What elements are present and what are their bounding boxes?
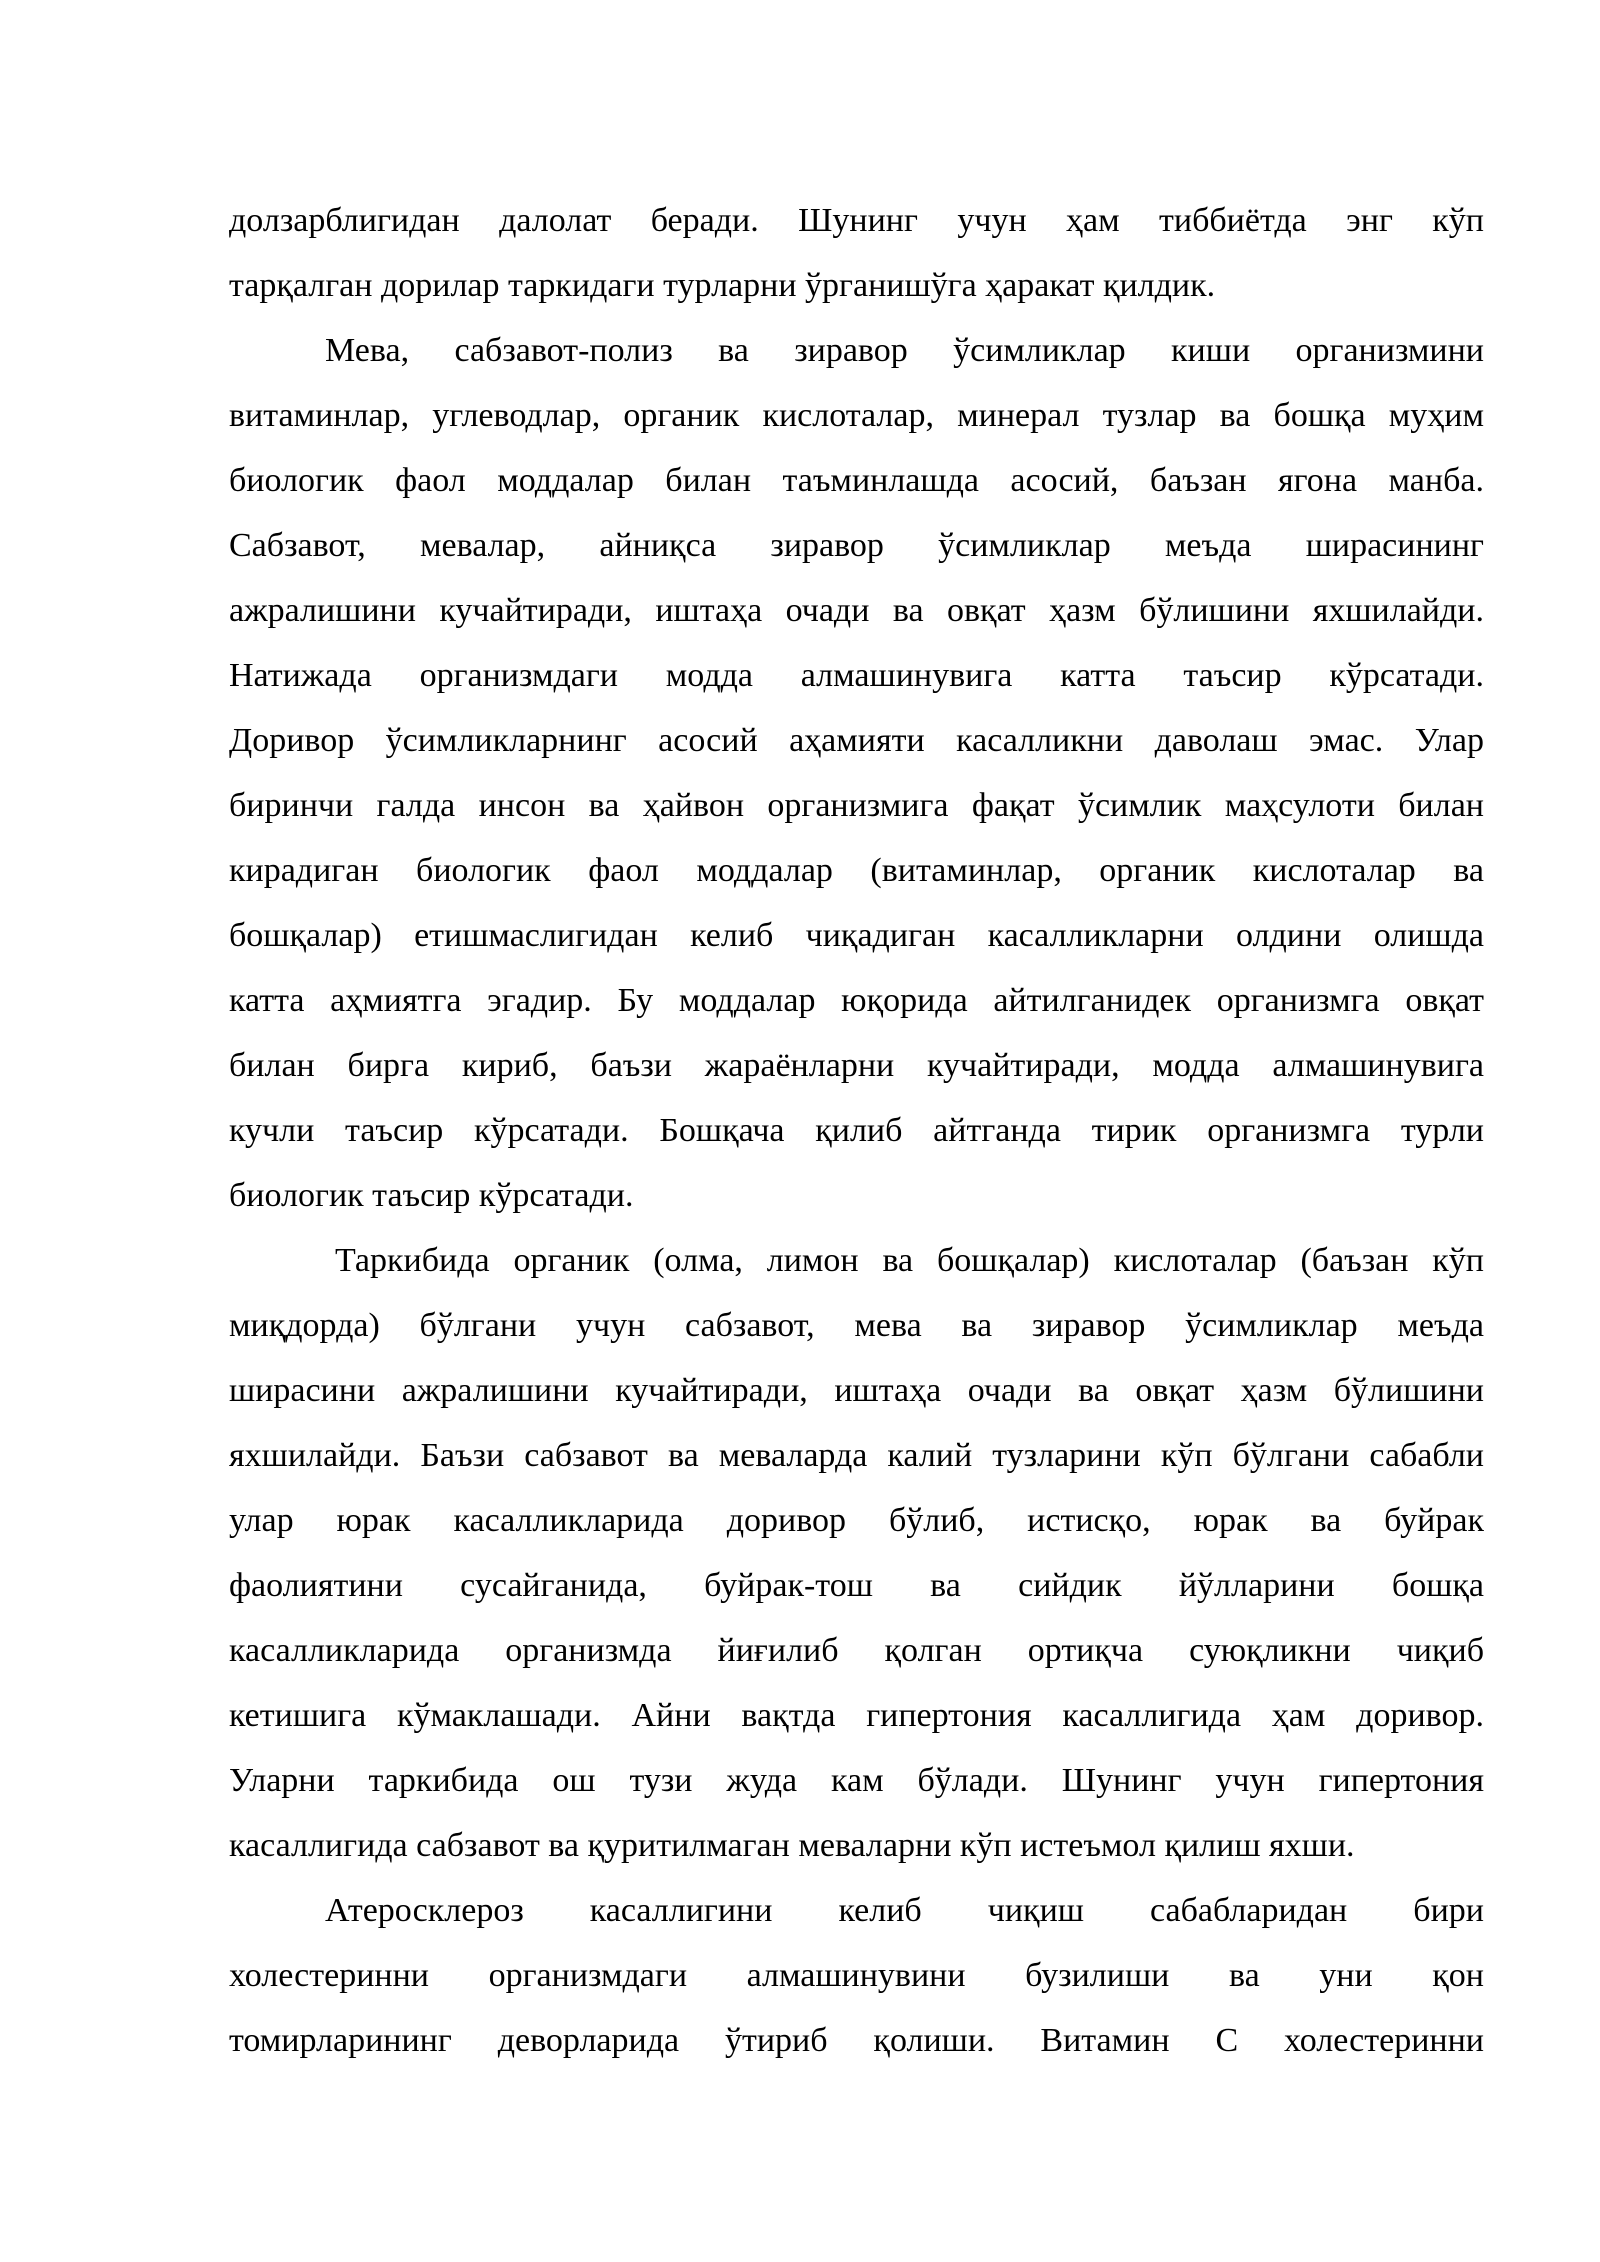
text-line: томирларининг деворларида ўтириб қолиши. Витамин С холестеринни (229, 2022, 1484, 2059)
text-line: билан бирга кириб, баъзи жараёнларни кучайтиради, модда алмашинувига (229, 1047, 1484, 1084)
text-line: Натижада организмдаги модда алмашинувига катта таъсир кўрсатади. (229, 657, 1484, 694)
text-line: улар юрак касалликларида доривор бўлиб, истисқо, юрак ва буйрак (229, 1502, 1484, 1539)
text-line: Уларни таркибида ош тузи жуда кам бўлади. Шунинг учун гипертония (229, 1762, 1484, 1799)
text-line: ширасини ажралишини кучайтиради, иштаҳа очади ва овқат ҳазм бўлишини (229, 1372, 1484, 1409)
paragraph-p1 (229, 188, 1484, 318)
text-line: Таркибида органик (олма, лимон ва бошқалар) кислоталар (баъзан кўп (335, 1242, 1484, 1279)
text-line: тарқалган дорилар таркидаги турларни ўрганишўга ҳаракат қилдик. (229, 267, 1216, 304)
text-line: холестеринни организмдаги алмашинувини бузилиши ва уни қон (229, 1957, 1484, 1994)
text-line: бошқалар) етишмаслигидан келиб чиқадиган касалликларни олдини олишда (229, 917, 1484, 954)
text-line: биологик таъсир кўрсатади. (229, 1177, 634, 1214)
text-line: кирадиган биологик фаол моддалар (витаминлар, органик кислоталар ва (229, 852, 1484, 889)
text-line: Сабзавот, мевалар, айниқса зиравор ўсимликлар меъда ширасининг (229, 527, 1484, 564)
text-line: кучли таъсир кўрсатади. Бошқача қилиб айтганда тирик организмга турли (229, 1112, 1484, 1149)
text-line: Мева, сабзавот-полиз ва зиравор ўсимликлар киши организмини (325, 332, 1484, 369)
body-text (229, 188, 1484, 2073)
text-line: ажралишини кучайтиради, иштаҳа очади ва овқат ҳазм бўлишини яхшилайди. (229, 592, 1484, 629)
text-line: фаолиятини сусайганида, буйрак-тош ва сийдик йўлларини бошқа (229, 1567, 1484, 1604)
text-line: касалликларида организмда йиғилиб қолган ортиқча суюқликни чиқиб (229, 1632, 1484, 1669)
paragraph-p4 (229, 1878, 1484, 2073)
text-line: биринчи галда инсон ва ҳайвон организмига фақат ўсимлик маҳсулоти билан (229, 787, 1484, 824)
text-line: яхшилайди. Баъзи сабзавот ва меваларда калий тузларини кўп бўлгани сабабли (229, 1437, 1484, 1474)
text-line: долзарблигидан далолат беради. Шунинг учун ҳам тиббиётда энг кўп (229, 202, 1484, 239)
paragraph-p3 (229, 1228, 1484, 1878)
text-line: биологик фаол моддалар билан таъминлашда асосий, баъзан ягона манба. (229, 462, 1484, 499)
text-line: катта аҳмиятга эгадир. Бу моддалар юқорида айтилганидек организмга овқат (229, 982, 1484, 1019)
text-line: Атеросклероз касаллигини келиб чиқиш сабабларидан бири (325, 1892, 1484, 1929)
text-line: Доривор ўсимликларнинг асосий аҳамияти касалликни даволаш эмас. Улар (229, 722, 1484, 759)
text-line: миқдорда) бўлгани учун сабзавот, мева ва зиравор ўсимликлар меъда (229, 1307, 1484, 1344)
paragraph-p2 (229, 318, 1484, 1228)
text-line: касаллигида сабзавот ва қуритилмаган меваларни кўп истеъмол қилиш яхши. (229, 1827, 1355, 1864)
text-line: кетишига кўмаклашади. Айни вақтда гипертония касаллигида ҳам доривор. (229, 1697, 1484, 1734)
text-line: витаминлар, углеводлар, органик кислоталар, минерал тузлар ва бошқа муҳим (229, 397, 1484, 434)
